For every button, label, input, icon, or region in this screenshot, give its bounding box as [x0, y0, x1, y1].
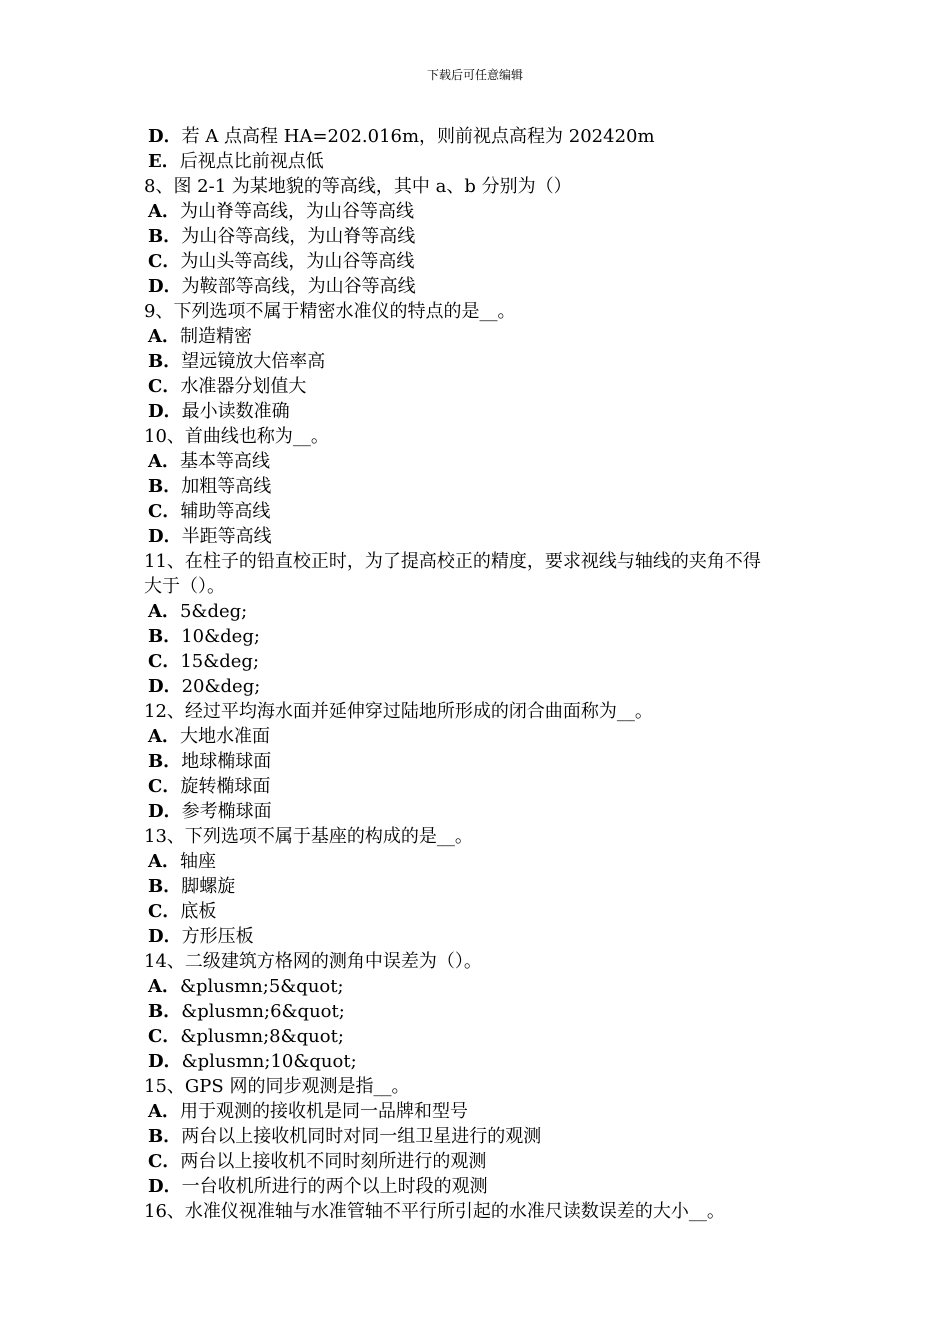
- option-text: 两台以上接收机同时对同一组卫星进行的观测: [181, 1126, 542, 1147]
- option-label: B．: [148, 1126, 182, 1147]
- question-text: [144, 1199, 814, 1224]
- question-stem: 8、图 2-1 为某地貌的等高线，其中 a、b 分别为（）: [144, 176, 572, 197]
- answer-option: [144, 449, 814, 474]
- option-text: 为鞍部等高线，为山谷等高线: [181, 276, 416, 297]
- question-stem: 16、水准仪视准轴与水准管轴不平行所引起的水准尺读数误差的大小__。: [144, 1201, 725, 1222]
- question-stem: 大于（）。: [144, 576, 225, 597]
- question-stem: 14、二级建筑方格网的测角中误差为（）。: [144, 951, 482, 972]
- answer-option: [144, 499, 814, 524]
- question-stem: 13、下列选项不属于基座的构成的是__。: [144, 826, 473, 847]
- option-text: 辅助等高线: [180, 501, 271, 522]
- question-text: [144, 949, 814, 974]
- question-text: [144, 424, 814, 449]
- option-text: 一台收机所进行的两个以上时段的观测: [181, 1176, 488, 1197]
- option-text: 参考椭球面: [181, 801, 272, 822]
- question-text: [144, 574, 814, 599]
- answer-option: [144, 399, 814, 424]
- option-text: 10&deg;: [181, 626, 260, 647]
- option-label: D．: [148, 926, 182, 947]
- option-text: 轴座: [179, 851, 216, 872]
- option-text: 大地水准面: [179, 726, 270, 747]
- question-text: [144, 699, 814, 724]
- option-label: B．: [148, 626, 182, 647]
- option-label: B．: [148, 226, 182, 247]
- option-label: C．: [148, 776, 181, 797]
- option-text: 为山脊等高线，为山谷等高线: [179, 201, 414, 222]
- answer-option: [144, 274, 814, 299]
- option-label: B．: [148, 351, 182, 372]
- question-stem: 9、下列选项不属于精密水准仪的特点的是__。: [144, 301, 516, 322]
- option-label: A．: [148, 1101, 180, 1122]
- option-label: D．: [148, 676, 182, 697]
- answer-option: [144, 899, 814, 924]
- answer-option: [144, 1049, 814, 1074]
- option-label: A．: [148, 726, 180, 747]
- option-label: A．: [148, 201, 180, 222]
- option-text: 基本等高线: [179, 451, 270, 472]
- option-text: 用于观测的接收机是同一品牌和型号: [179, 1101, 468, 1122]
- option-text: 5&deg;: [179, 601, 248, 622]
- answer-option: [144, 999, 814, 1024]
- option-label: D．: [148, 526, 182, 547]
- option-text: 制造精密: [179, 326, 252, 347]
- answer-option: [144, 324, 814, 349]
- option-label: A．: [148, 451, 180, 472]
- option-label: C．: [148, 1151, 181, 1172]
- answer-option: [144, 224, 814, 249]
- option-text: 脚螺旋: [181, 876, 236, 897]
- question-stem: 12、经过平均海水面并延伸穿过陆地所形成的闭合曲面称为__。: [144, 701, 653, 722]
- answer-option: [144, 674, 814, 699]
- option-text: 为山谷等高线，为山脊等高线: [181, 226, 416, 247]
- answer-option: [144, 649, 814, 674]
- option-text: 加粗等高线: [181, 476, 272, 497]
- option-text: 望远镜放大倍率高: [181, 351, 326, 372]
- option-label: D．: [148, 1051, 182, 1072]
- answer-option: [144, 149, 814, 174]
- option-label: D．: [148, 276, 182, 297]
- answer-option: [144, 599, 814, 624]
- answer-option: [144, 874, 814, 899]
- question-stem: 15、GPS 网的同步观测是指__。: [144, 1076, 410, 1097]
- option-text: 若 A 点高程 HA=202.016m，则前视点高程为 202420m: [181, 126, 655, 147]
- option-text: 最小读数准确: [181, 401, 290, 422]
- option-text: 后视点比前视点低: [179, 151, 324, 172]
- answer-option: [144, 1174, 814, 1199]
- answer-option: [144, 1099, 814, 1124]
- option-label: C．: [148, 376, 181, 397]
- option-label: B．: [148, 1001, 182, 1022]
- answer-option: [144, 249, 814, 274]
- option-text: 半距等高线: [181, 526, 272, 547]
- option-label: C．: [148, 501, 181, 522]
- answer-option: [144, 749, 814, 774]
- question-text: [144, 824, 814, 849]
- option-label: C．: [148, 1026, 181, 1047]
- question-text: [144, 174, 814, 199]
- option-label: B．: [148, 876, 182, 897]
- option-text: 20&deg;: [181, 676, 261, 697]
- answer-option: [144, 524, 814, 549]
- question-text: [144, 1074, 814, 1099]
- answer-option: [144, 474, 814, 499]
- option-text: 方形压板: [181, 926, 254, 947]
- option-text: 地球椭球面: [181, 751, 272, 772]
- page-header: 下载后可任意编辑: [426, 68, 523, 82]
- question-text: [144, 549, 814, 574]
- question-stem: 11、在柱子的铅直校正时，为了提高校正的精度，要求视线与轴线的夹角不得: [144, 551, 761, 572]
- option-text: 为山头等高线，为山谷等高线: [180, 251, 415, 272]
- option-label: B．: [148, 476, 182, 497]
- answer-option: [144, 374, 814, 399]
- answer-option: [144, 924, 814, 949]
- question-text: [144, 299, 814, 324]
- option-text: &plusmn;6&quot;: [181, 1001, 345, 1022]
- answer-option: [144, 774, 814, 799]
- answer-option: [144, 199, 814, 224]
- answer-option: [144, 799, 814, 824]
- option-text: 底板: [180, 901, 217, 922]
- option-label: A．: [148, 976, 180, 997]
- option-text: 两台以上接收机不同时刻所进行的观测: [180, 1151, 487, 1172]
- option-text: &plusmn;10&quot;: [181, 1051, 357, 1072]
- option-label: D．: [148, 801, 182, 822]
- option-label: A．: [148, 326, 180, 347]
- answer-option: [144, 724, 814, 749]
- option-label: C．: [148, 251, 181, 272]
- option-label: E．: [148, 151, 180, 172]
- option-text: 15&deg;: [180, 651, 260, 672]
- answer-option: [144, 1124, 814, 1149]
- option-label: D．: [148, 401, 182, 422]
- answer-option: [144, 1024, 814, 1049]
- option-text: &plusmn;5&quot;: [179, 976, 344, 997]
- option-label: C．: [148, 901, 181, 922]
- document-body: [144, 124, 814, 1224]
- option-text: 水准器分划值大: [180, 376, 307, 397]
- option-label: A．: [148, 601, 180, 622]
- answer-option: [144, 124, 814, 149]
- option-text: &plusmn;8&quot;: [180, 1026, 344, 1047]
- answer-option: [144, 624, 814, 649]
- option-label: D．: [148, 1176, 182, 1197]
- answer-option: [144, 349, 814, 374]
- option-label: C．: [148, 651, 181, 672]
- question-stem: 10、首曲线也称为__。: [144, 426, 329, 447]
- option-text: 旋转椭球面: [180, 776, 271, 797]
- option-label: A．: [148, 851, 180, 872]
- answer-option: [144, 1149, 814, 1174]
- option-label: B．: [148, 751, 182, 772]
- answer-option: [144, 849, 814, 874]
- option-label: D．: [148, 126, 182, 147]
- answer-option: [144, 974, 814, 999]
